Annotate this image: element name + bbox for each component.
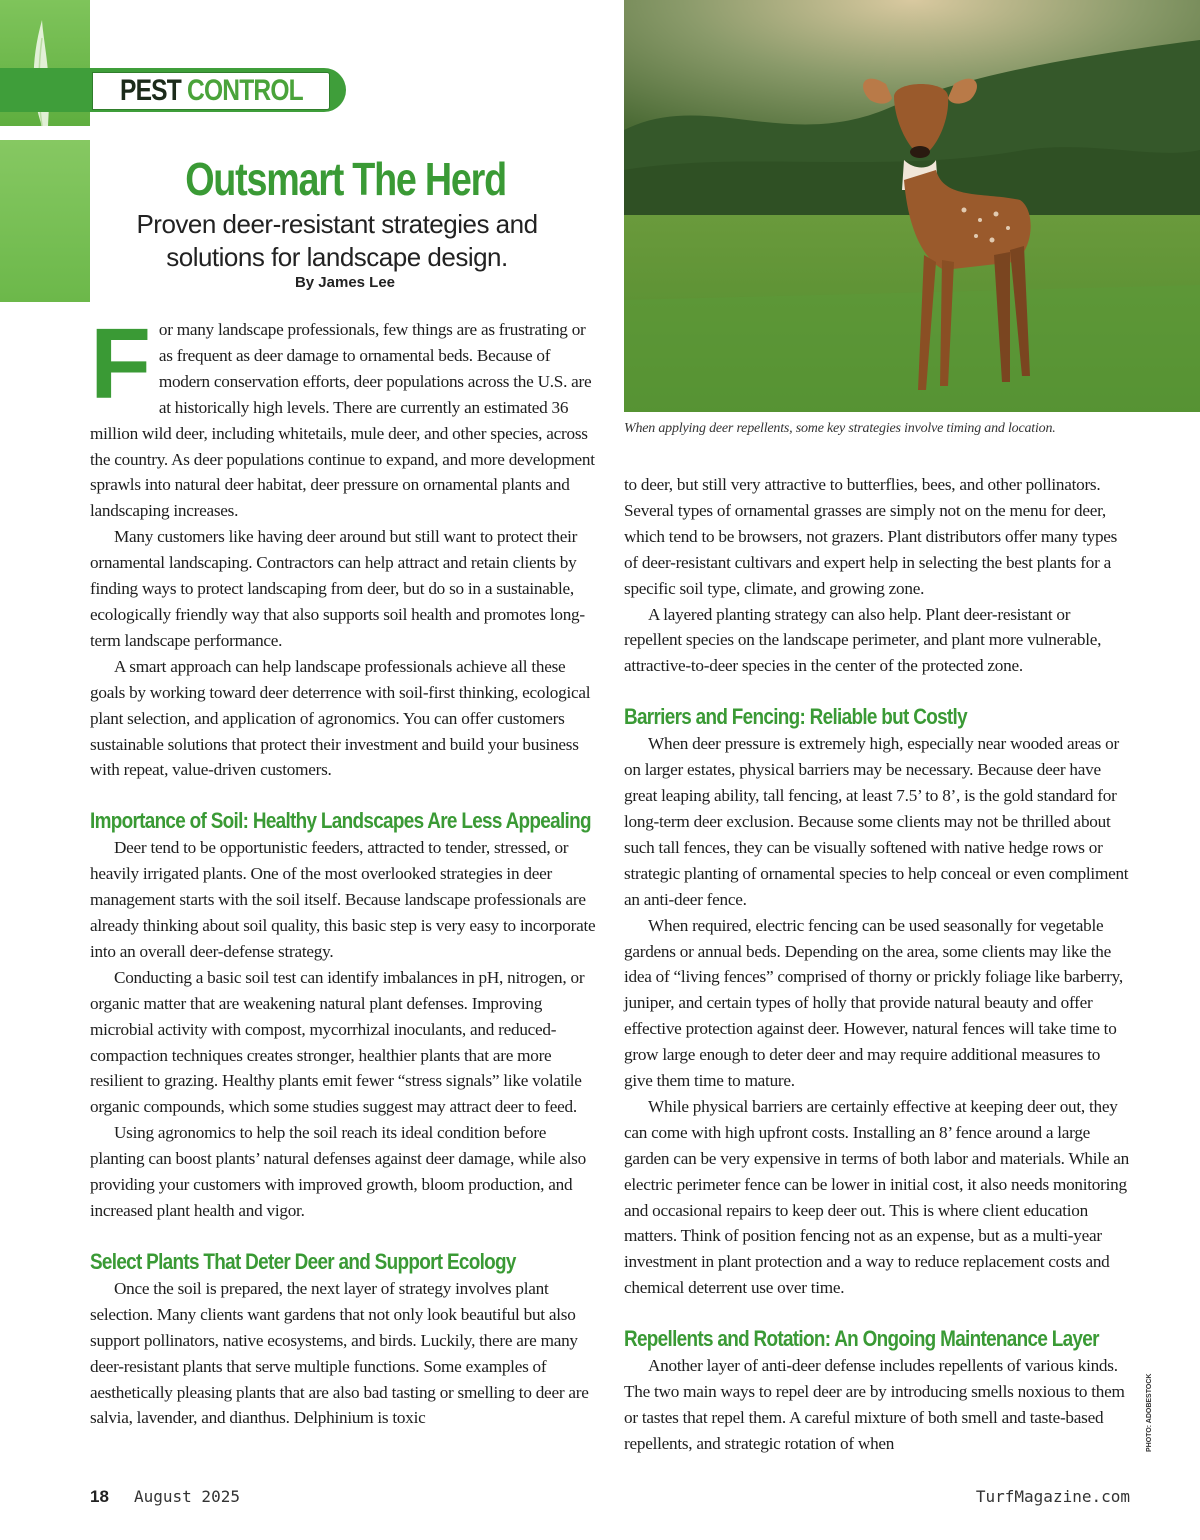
paragraph: A smart approach can help landscape professionals achieve all these goals by working toward deer deterrence with soil-first thinking, ecological plant selection, and application of agronomics. You can offer customers sustainable solutions that protect their investment and build your business with repeat, value-driven customers. [90,656,591,780]
section-label [120,73,303,109]
deer-photo-illustration [624,0,1200,412]
paragraph: Once the soil is prepared, the next layer of strategy involves plant selection. Many clients want gardens that not only look beautiful but also support pollinators, native ecosystems, and birds. Luckily, there are many deer-resistant plants that serve multiple functions. Some examples of aesthetically pleasing plants that are also bad tasting or smelling to deer are salvia, lavender, and dianthus. Delphinium is toxic [90,1278,589,1428]
side-green-panel [0,140,90,302]
paragraph: Many customers like having deer around but still want to protect their ornamental landscaping. Contractors can help attract and retain clients by finding ways to protect landscaping from deer, but do so in a sustainable, ecologically friendly way that also supports soil health and promotes long-term landscape performance. [90,527,585,650]
byline: By James Lee [294,274,396,291]
photo-caption: When applying deer repellents, some key strategies involve timing and location. [624,421,1056,436]
article-title [92,152,600,206]
heading-soil: Importance of Soil: Healthy Landscapes Are Less Appealing [90,808,591,834]
paragraph: When required, electric fencing can be used seasonally for vegetable gardens or annual beds. Depending on the area, some clients may like the idea of “living fences” comprised of thorny or prickly foliage like barberry, juniper, and certain types of holly that provide natural beauty and offer effective protection against deer. However, natural fences will take time to grow large enough to deter deer and may require additional measures to give them time to mature. [624,915,1123,1091]
issue-date: August 2025 [134,1487,240,1506]
paragraph: or many landscape professionals, few things are as frustrating or as frequent as deer damage to ornamental beds. Because of modern conservation efforts, deer populations across the U.S. are at historically high levels. There are currently an estimated 36 million wild deer, including whitetails, mule deer, and other species, across the country. As deer populations continue to expand, and more development sprawls into natural deer habitat, deer pressure on ornamental plants and landscaping increases. [90,320,595,521]
paragraph: Another layer of anti-deer defense includes repellents of various kinds. The two main ways to repel deer are by introducing smells noxious to them or tastes that repel them. A careful mixture of both smell and taste-based repellents, and strategic rotation of when [624,1356,1125,1453]
section-label-word1: PEST [120,74,181,107]
paragraph: While physical barriers are certainly effective at keeping deer out, they can come with high upfront costs. Installing an 8’ fence around a large garden can be very expensive in terms of both labor and materials. While an electric perimeter fence can be lower in initial cost, it also needs monitoring and occasional repairs to keep deer out. This is where client education matters. Think of position fencing not as an expense, but as a multi-year investment in plant protection and a way to reduce replacement costs and chemical deterrent use over time. [624,1096,1129,1298]
section-gap [624,679,1132,703]
section-gap [90,783,598,807]
section-gap [624,1301,1132,1325]
deer-photo [624,0,1200,412]
paragraph: A layered planting strategy can also help. Plant deer-resistant or repellent species on the landscape perimeter, and plant more vulnerable, attractive-to-deer species in the center of the protected zone. [624,604,1102,676]
heading-plants: Select Plants That Deter Deer and Support Ecology [90,1248,516,1274]
section-gap [90,1224,598,1248]
article-subtitle: Proven deer-resistant strategies and solutions for landscape design. [136,209,538,272]
paragraph: Using agronomics to help the soil reach its ideal condition before planting can boost plants’ natural defenses against deer damage, while also providing your customers with improved growth, bloom production, and increased plant health and vigor. [90,1123,586,1220]
heading-repellents: Repellents and Rotation: An Ongoing Maintenance Layer [624,1326,1099,1352]
photo-credit [1146,1373,1162,1452]
page-number: 18 [90,1487,109,1506]
paragraph: Deer tend to be opportunistic feeders, attracted to tender, stressed, or heavily irrigated plants. One of the most overlooked strategies in deer management starts with the soil itself. Because landscape professionals are already thinking about soil quality, this basic step is very easy to incorporate into an overall deer-defense strategy. [90,838,596,961]
paragraph: Conducting a basic soil test can identify imbalances in pH, nitrogen, or organic matter that are weakening natural plant defenses. Improving microbial activity with compost, mycorrhizal inoculants, and reduced-compaction techniques creates stronger, healthier plants that are more resilient to grazing. Healthy plants emit fewer “stress signals” like volatile organic compounds, which some studies suggest may attract deer to feed. [90,967,585,1117]
section-label-word2: CONTROL [186,74,303,107]
article-column-right [624,472,1132,1457]
article-title-text: Outsmart The Herd [185,153,507,205]
photo-credit-text: PHOTO: ADOBESTOCK [1146,1373,1153,1452]
heading-barriers: Barriers and Fencing: Reliable but Costly [624,704,967,730]
drop-cap: F [90,308,151,420]
paragraph: to deer, but still very attractive to butterflies, bees, and other pollinators. Several types of ornamental grasses are simply not on the menu for deer, which tend to be browsers, not grazers. Plant distributors offer many types of deer-resistant cultivars and expert help in selecting the best plants for a specific soil type, climate, and growing zone. [624,475,1118,598]
article-column-left [90,308,598,1431]
website: TurfMagazine.com [975,1487,1130,1506]
paragraph: When deer pressure is extremely high, especially near wooded areas or on larger estates, physical barriers may be necessary. Because deer have great leaping ability, tall fencing, at least 7.5’ to 8’, is the gold standard for long-term deer exclusion. Because some clients may not be thrilled about such tall fences, they can be visually softened with native hedge rows or strategic planting of ornamental species to help conceal or even compliment an anti-deer fence. [624,734,1129,909]
